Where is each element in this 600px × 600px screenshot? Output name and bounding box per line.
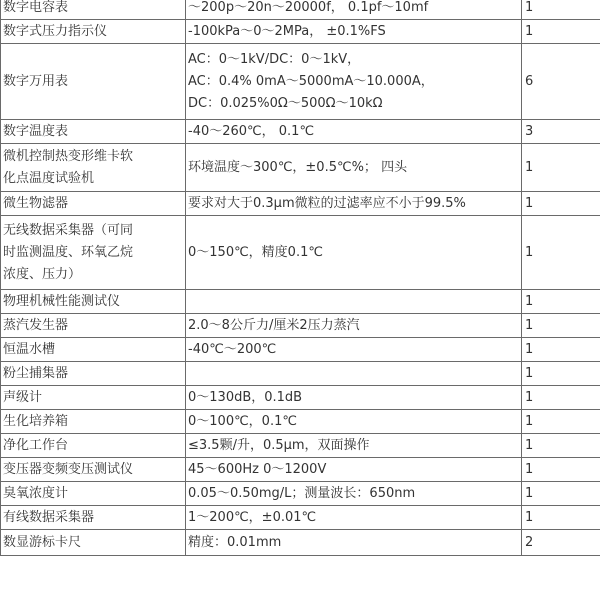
equipment-name-cell [1, 192, 186, 216]
table-row [1, 0, 600, 20]
equipment-name-line: 恒温水槽 [3, 341, 56, 357]
equipment-quantity-cell: 1 [522, 506, 600, 530]
equipment-name-line: 化点温度试验机 [3, 170, 95, 186]
table-row [1, 290, 600, 314]
equipment-spec-line: -40℃～200℃ [188, 341, 277, 357]
equipment-name-cell [1, 290, 186, 314]
equipment-name-line: 数字万用表 [3, 73, 69, 89]
equipment-name-line: 变压器变频变压测试仪 [3, 461, 134, 477]
equipment-name-line: 浓度、压力） [3, 266, 82, 282]
equipment-spec-line: 要求对大于0.3μm微粒的过滤率应不小于99.5% [188, 195, 466, 211]
equipment-quantity-cell: 1 [522, 410, 600, 434]
equipment-spec-cell [186, 386, 522, 410]
equipment-spec-line: DC：0.025%0Ω～500Ω～10kΩ [188, 95, 383, 111]
equipment-name-line: 声级计 [3, 389, 43, 405]
equipment-name-line: 蒸汽发生器 [3, 317, 69, 333]
equipment-spec-cell [186, 410, 522, 434]
equipment-quantity-cell: 1 [522, 458, 600, 482]
equipment-name-cell [1, 434, 186, 458]
equipment-quantity-cell: 1 [522, 338, 600, 362]
table-row [1, 192, 600, 216]
equipment-name-line: 微机控制热变形维卡软 [3, 148, 134, 164]
equipment-spec-line: 2.0～8公斤力/厘米2压力蒸汽 [188, 317, 360, 333]
equipment-spec-line: 0.05～0.50mg/L；测量波长：650nm [188, 485, 416, 501]
table-row [1, 506, 600, 530]
equipment-spec-cell [186, 458, 522, 482]
equipment-quantity-cell: 1 [522, 362, 600, 386]
table-row [1, 338, 600, 362]
equipment-quantity-cell: 6 [522, 44, 600, 120]
table-row [1, 120, 600, 144]
equipment-spec-line: ～200p～20n～20000f， 0.1pf～10mf [188, 0, 429, 15]
equipment-spec-line: -40～260℃， 0.1℃ [188, 123, 315, 139]
equipment-spec-cell [186, 120, 522, 144]
equipment-name-line: 粉尘捕集器 [3, 365, 69, 381]
equipment-name-cell [1, 530, 186, 556]
equipment-spec-cell [186, 338, 522, 362]
equipment-spec-cell [186, 192, 522, 216]
equipment-name-line: 微生物滤器 [3, 195, 69, 211]
equipment-quantity-cell: 1 [522, 192, 600, 216]
equipment-name-cell [1, 458, 186, 482]
equipment-table-body [1, 0, 600, 556]
equipment-spec-cell [186, 0, 522, 20]
equipment-name-cell [1, 120, 186, 144]
equipment-name-cell [1, 410, 186, 434]
equipment-spec-cell [186, 314, 522, 338]
equipment-spec-line: 1～200℃，±0.01℃ [188, 509, 317, 525]
equipment-name-cell [1, 0, 186, 20]
table-row [1, 362, 600, 386]
equipment-spec-line: 0～130dB，0.1dB [188, 389, 303, 405]
equipment-spec-line: 精度：0.01mm [188, 534, 282, 550]
equipment-quantity-cell: 1 [522, 20, 600, 44]
equipment-quantity-cell: 1 [522, 0, 600, 20]
equipment-spec-line: AC：0.4% 0mA～5000mA～10.000A， [188, 73, 434, 89]
equipment-quantity-cell: 2 [522, 530, 600, 556]
equipment-quantity-cell: 1 [522, 290, 600, 314]
equipment-name-cell [1, 20, 186, 44]
equipment-name-line: 数字电容表 [3, 0, 69, 15]
table-row [1, 314, 600, 338]
equipment-name-line: 时监测温度、环氧乙烷 [3, 244, 134, 260]
equipment-name-cell [1, 338, 186, 362]
table-row [1, 482, 600, 506]
table-row [1, 144, 600, 192]
equipment-quantity-cell: 1 [522, 482, 600, 506]
equipment-spec-cell [186, 362, 522, 386]
table-row [1, 20, 600, 44]
equipment-spec-line: 45～600Hz 0～1200V [188, 461, 327, 477]
equipment-spec-line: 0～100℃，0.1℃ [188, 413, 297, 429]
equipment-spec-cell [186, 482, 522, 506]
equipment-name-cell [1, 386, 186, 410]
equipment-name-cell [1, 362, 186, 386]
equipment-name-cell [1, 314, 186, 338]
table-row [1, 458, 600, 482]
equipment-name-cell [1, 216, 186, 290]
equipment-name-line: 物理机械性能测试仪 [3, 293, 121, 309]
equipment-spec-cell [186, 20, 522, 44]
equipment-name-line: 数字式压力指示仪 [3, 23, 108, 39]
equipment-spec-line: 环境温度～300℃，±0.5℃%； 四头 [188, 159, 408, 175]
equipment-name-cell [1, 482, 186, 506]
equipment-spec-cell [186, 144, 522, 192]
equipment-spec-cell [186, 530, 522, 556]
equipment-name-line: 数字温度表 [3, 123, 69, 139]
table-row [1, 44, 600, 120]
equipment-quantity-cell: 3 [522, 120, 600, 144]
table-row [1, 386, 600, 410]
equipment-quantity-cell: 1 [522, 144, 600, 192]
table-row [1, 530, 600, 556]
equipment-name-cell [1, 44, 186, 120]
equipment-name-cell [1, 506, 186, 530]
equipment-quantity-cell: 1 [522, 216, 600, 290]
equipment-name-line: 臭氧浓度计 [3, 485, 69, 501]
equipment-name-line: 有线数据采集器 [3, 509, 95, 525]
equipment-spec-line: 0～150℃，精度0.1℃ [188, 244, 323, 260]
equipment-spec-cell [186, 44, 522, 120]
equipment-quantity-cell: 1 [522, 314, 600, 338]
equipment-name-line: 数显游标卡尺 [3, 534, 82, 550]
equipment-spec-line: ≤3.5颗/升，0.5μm，双面操作 [188, 437, 370, 453]
equipment-name-line: 无线数据采集器（可同 [3, 222, 134, 238]
equipment-spec-cell [186, 506, 522, 530]
table-row [1, 434, 600, 458]
equipment-quantity-cell: 1 [522, 434, 600, 458]
equipment-name-cell [1, 144, 186, 192]
equipment-quantity-cell: 1 [522, 386, 600, 410]
equipment-spec-line: -100kPa～0～2MPa， ±0.1%FS [188, 23, 386, 39]
equipment-spec-cell [186, 216, 522, 290]
equipment-spec-cell [186, 434, 522, 458]
table-row [1, 216, 600, 290]
equipment-name-line: 净化工作台 [3, 437, 69, 453]
equipment-spec-line: AC：0～1kV/DC：0～1kV， [188, 51, 361, 67]
table-row [1, 410, 600, 434]
equipment-spec-cell [186, 290, 522, 314]
equipment-name-line: 生化培养箱 [3, 413, 69, 429]
